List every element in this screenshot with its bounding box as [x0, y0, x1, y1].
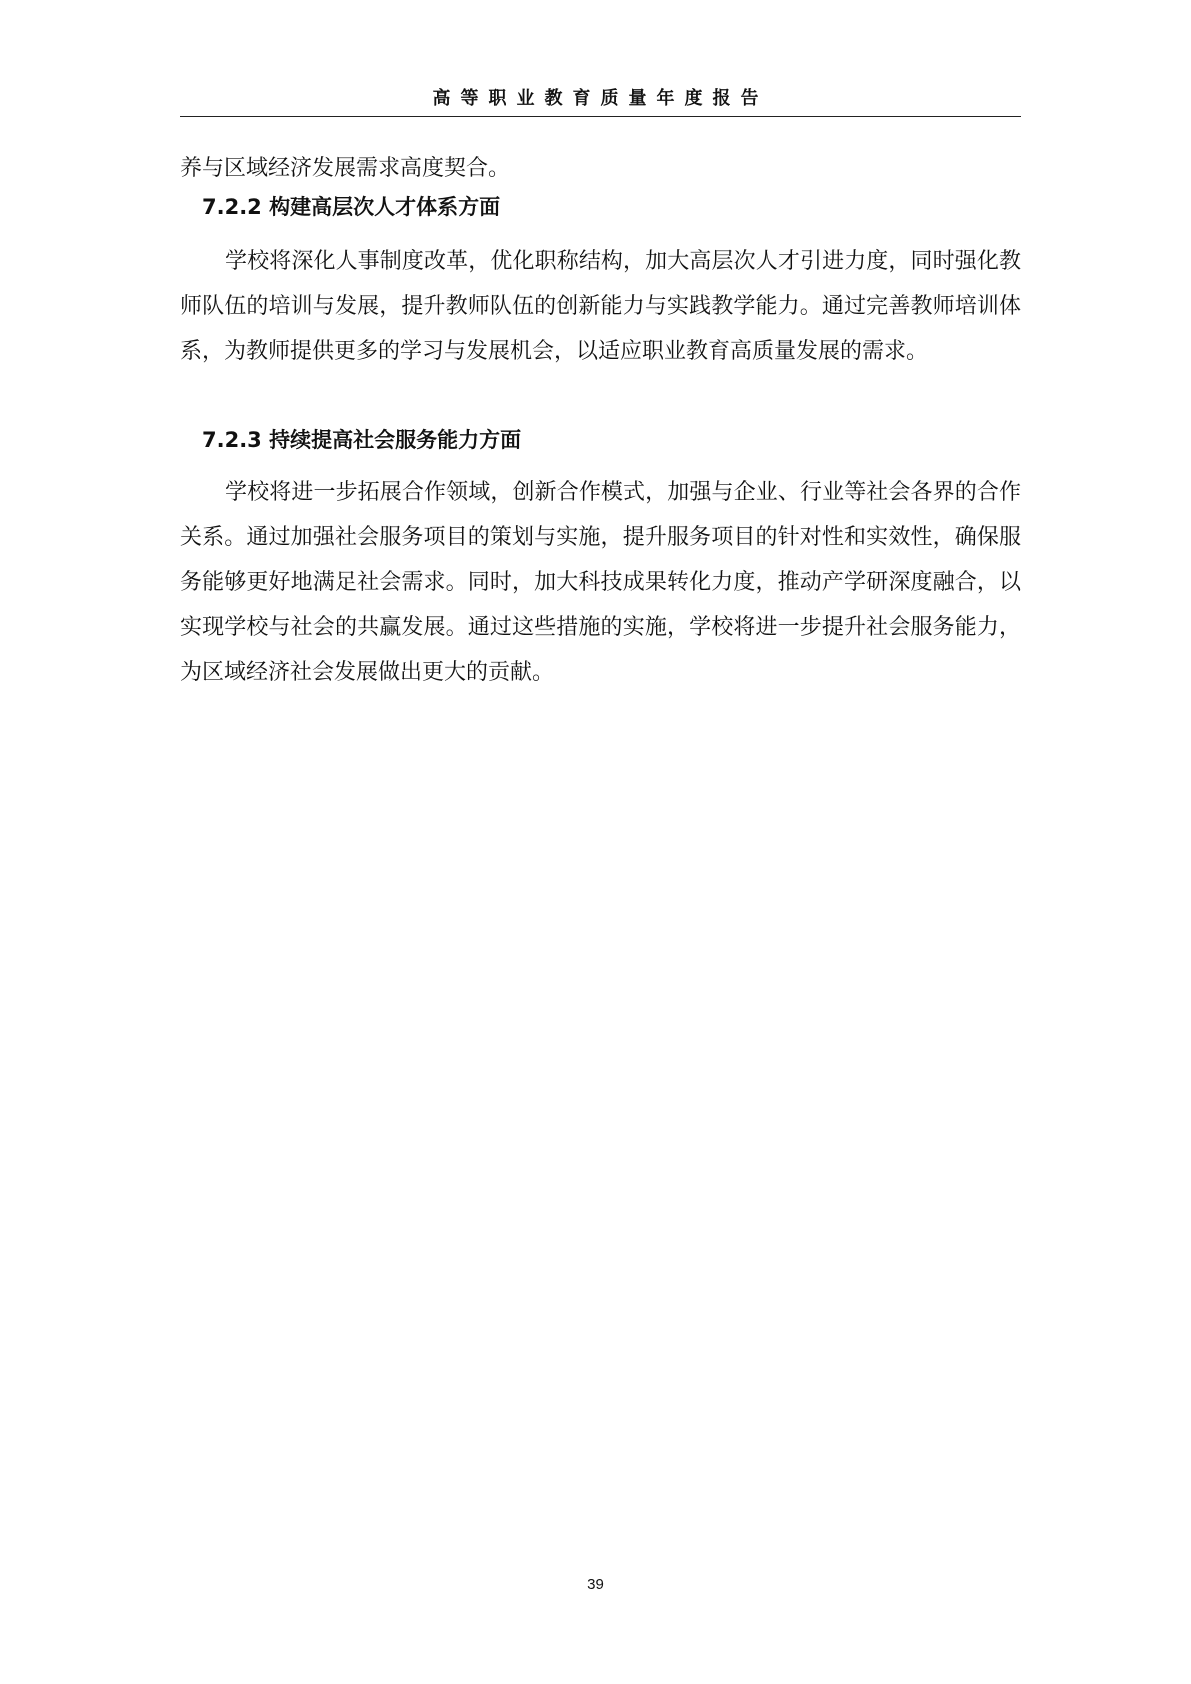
page-number: 39	[587, 1576, 604, 1593]
section-heading-7-2-3: 7.2.3 持续提高社会服务能力方面	[202, 428, 522, 452]
page-header	[180, 86, 1021, 117]
continuation-paragraph: 养与区域经济发展需求高度契合。	[180, 156, 511, 181]
section-paragraph-7-2-2: 学校将深化人事制度改革，优化职称结构，加大高层次人才引进力度，同时强化教师队伍的培训与发展，提升教师队伍的创新能力与实践教学能力。通过完善教师培训体系，为教师提供更多的学习与发展机会，以适应职业教育高质量发展的需求。	[180, 249, 1021, 364]
page-header-title: 高等职业教育质量年度报告	[432, 88, 769, 109]
section-paragraph-7-2-3: 学校将进一步拓展合作领域，创新合作模式，加强与企业、行业等社会各界的合作关系。通过加强社会服务项目的策划与实施，提升服务项目的针对性和实效性，确保服务能够更好地满足社会需求。同时，加大科技成果转化力度，推动产学研深度融合，以实现学校与社会的共赢发展。通过这些措施的实施，学校将进一步提升社会服务能力，为区域经济社会发展做出更大的贡献。	[180, 480, 1021, 685]
section-heading-7-2-2: 7.2.2 构建高层次人才体系方面	[202, 195, 501, 219]
